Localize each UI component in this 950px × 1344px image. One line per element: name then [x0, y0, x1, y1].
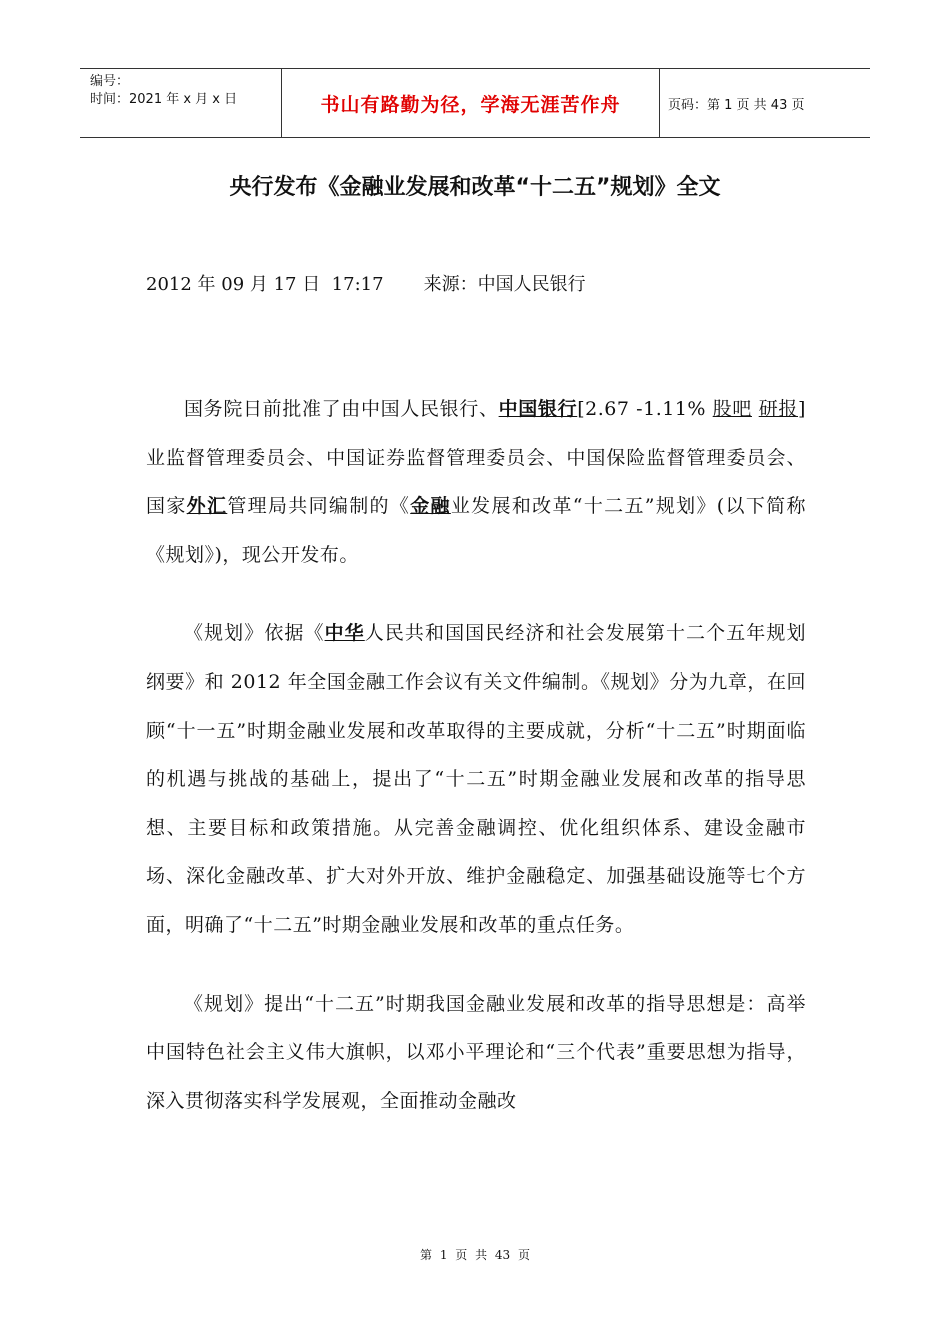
header-motto: 书山有路勤为径，学海无涯苦作舟: [320, 93, 621, 116]
text-run: 人民共和国国民经济和社会发展第十二个五年规划纲要》和 2012 年全国金融工作会议有关文件编制。《规划》分为九章，在回顾“十一五”时期金融业发展和改革取得的主要成就，分析“十二五”时期面临的机遇与挑战的基础上，提出了“十二五”时期金融业发展和改革的指导思想、主要目标和政策措施。从完善金融调控、优化组织体系、建设金融市场、深化金融改革、扩大对外开放、维护金融稳定、加强基础设施等七个方面，明确了“十二五”时期金融业发展和改革的重点任务。: [146, 622, 806, 936]
page-footer: 第 1 页 共 43 页: [420, 1248, 530, 1262]
header-time-label: 时间：2021 年 x 月 x 日: [90, 92, 238, 107]
text-run: 业发展和改革“十二五”规划》(以下简称《规划》)，现公开发布。: [146, 495, 806, 566]
text-run: [752, 398, 759, 420]
link-research-report[interactable]: 研报: [758, 398, 799, 420]
link-stock-forum[interactable]: 股吧: [712, 398, 752, 420]
text-run: 国务院日前批准了由中国人民银行、: [184, 398, 499, 420]
text-run: 管理局共同编制的《: [227, 495, 411, 518]
keyword-link-forex[interactable]: 外汇: [186, 495, 228, 518]
header-info-cell: [80, 69, 282, 137]
text-run: 《规划》依据《: [184, 622, 325, 645]
header-page-info: 页码：第 1 页 共 43 页: [668, 97, 805, 113]
paragraph-3: [146, 980, 806, 1126]
text-run: 《规划》提出“十二五”时期我国金融业发展和改革的指导思想是：高举中国特色社会主义伟大旗帜，以邓小平理论和“三个代表”重要思想为指导，深入贯彻落实科学发展观，全面推动金融改: [146, 992, 806, 1112]
header-page-cell: [660, 69, 870, 137]
text-run: ]业监督管理委员会、中国证券监督管理委员会、中国保险监督管理委员会、国家: [146, 398, 806, 518]
paragraph-2: [146, 609, 806, 949]
document-body: [146, 385, 806, 1155]
document-meta: 2012 年 09 月 17 日 17:17 来源：中国人民银行: [146, 274, 586, 295]
document-title: 央行发布《金融业发展和改革“十二五”规划》全文: [229, 175, 721, 200]
document-header: [80, 68, 870, 138]
keyword-link-finance[interactable]: 金融: [410, 495, 451, 518]
keyword-link-bank-of-china[interactable]: 中国银行: [498, 398, 578, 420]
text-run: [2.67 -1.11%: [577, 398, 713, 420]
keyword-link-zhonghua[interactable]: 中华: [324, 622, 365, 645]
header-motto-cell: [282, 69, 660, 137]
header-code-label: 编号：: [90, 74, 130, 89]
paragraph-1: [146, 385, 806, 579]
